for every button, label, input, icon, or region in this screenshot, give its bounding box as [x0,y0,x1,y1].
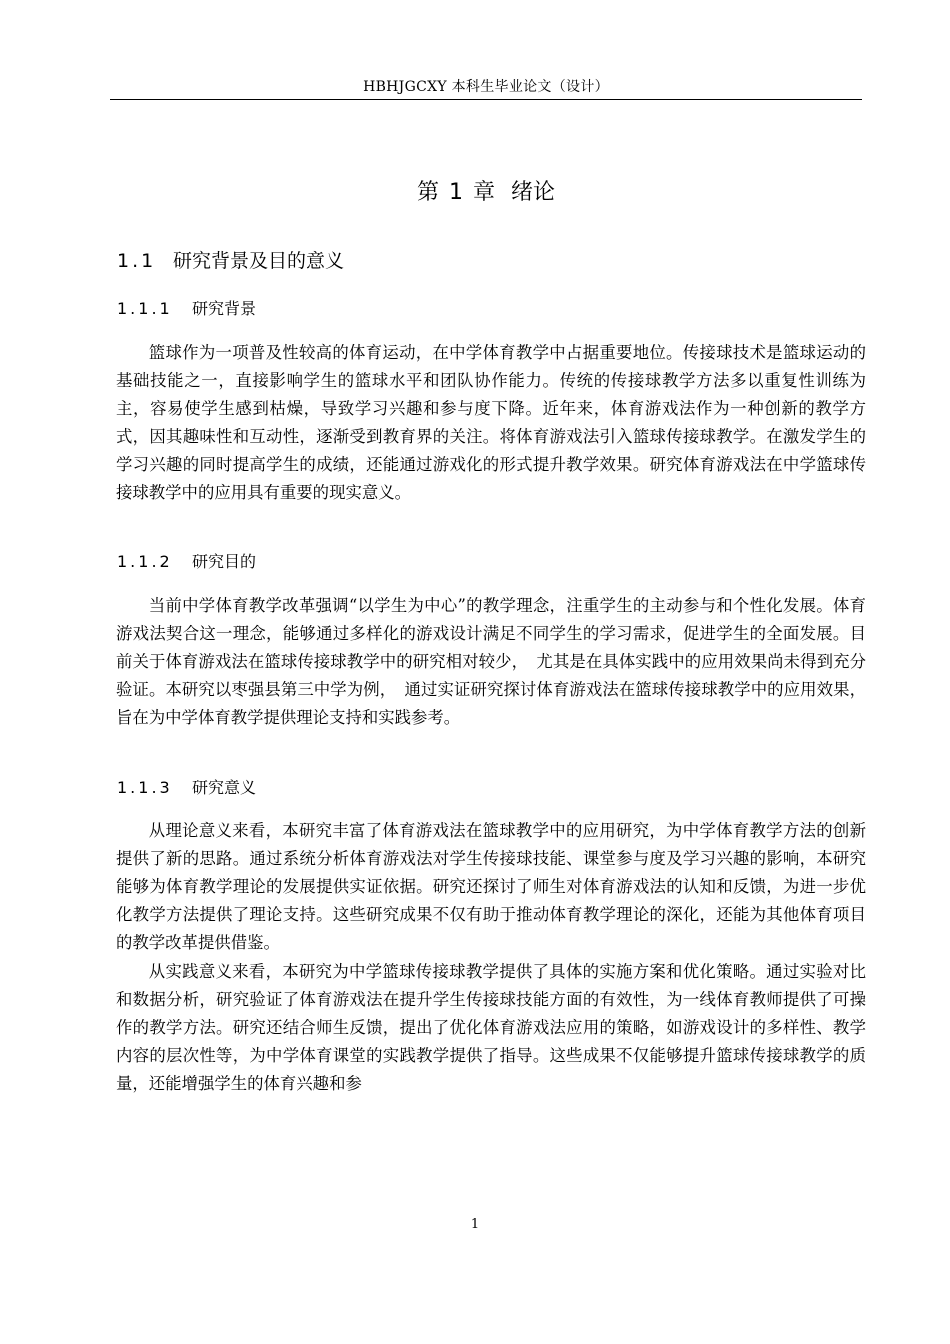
chapter-suffix: 章 [472,180,495,205]
subsection-number: 1.1.2 [117,552,173,571]
subsection-heading-background [117,297,256,321]
chapter-title [110,178,862,208]
subsection-heading-purpose [117,550,256,574]
chapter-name: 绪论 [511,180,556,205]
subsection-title: 研究背景 [192,299,257,318]
subsection-number: 1.1.3 [117,778,173,797]
section-number: 1.1 [117,250,157,272]
subsection-heading-significance [117,776,256,800]
section-heading [117,247,344,275]
header-rule [110,99,862,100]
section-title: 研究背景及目的意义 [173,250,345,272]
paragraph-practical-significance: 从实践意义来看，本研究为中学篮球传接球教学提供了具体的实施方案和优化策略。通过实验对比和数据分析，研究验证了体育游戏法在提升学生传接球技能方面的有效性，为一线体育教师提供了可操作的教学方法。研究还结合师生反馈，提出了优化体育游戏法应用的策略，如游戏设计的多样性、教学内容的层次性等，为中学体育课堂的实践教学提供了指导。这些成果不仅能够提升篮球传接球教学的质量，还能增强学生的体育兴趣和参 [116,962,866,1094]
paragraph-purpose: 当前中学体育教学改革强调“以学生为中心”的教学理念，注重学生的主动参与和个性化发展。体育游戏法契合这一理念，能够通过多样化的游戏设计满足不同学生的学习需求，促进学生的全面发展。目前关于体育游戏法在篮球传接球教学中的研究相对较少， 尤其是在具体实践中的应用效果尚未得到充分验证。本研究以枣强县第三中学为例， 通过实证研究探讨体育游戏法在篮球传接球教学中的应用效果，旨在为中学体育教学提供理论支持和实践参考。 [116,596,866,728]
subsection-title: 研究意义 [192,778,257,797]
paragraph-background: 篮球作为一项普及性较高的体育运动，在中学体育教学中占据重要地位。传接球技术是篮球运动的基础技能之一，直接影响学生的篮球水平和团队协作能力。传统的传接球教学方法多以重复性训练为主，容易使学生感到枯燥，导致学习兴趣和参与度下降。近年来，体育游戏法作为一种创新的教学方式，因其趣味性和互动性，逐渐受到教育界的关注。将体育游戏法引入篮球传接球教学。在激发学生的学习兴趣的同时提高学生的成绩，还能通过游戏化的形式提升教学效果。研究体育游戏法在中学篮球传接球教学中的应用具有重要的现实意义。 [116,343,866,503]
subsection-number: 1.1.1 [117,299,173,318]
chapter-prefix: 第 [416,180,439,205]
page-number: 1 [470,1217,480,1232]
running-header: HBHJGCXY 本科生毕业论文（设计） [363,79,609,95]
chapter-number: 1 [448,180,463,205]
subsection-title: 研究目的 [192,552,257,571]
paragraph-theoretical-significance: 从理论意义来看，本研究丰富了体育游戏法在篮球教学中的应用研究，为中学体育教学方法的创新提供了新的思路。通过系统分析体育游戏法对学生传接球技能、课堂参与度及学习兴趣的影响，本研究能够为体育教学理论的发展提供实证依据。研究还探讨了师生对体育游戏法的认知和反馈，为进一步优化教学方法提供了理论支持。这些研究成果不仅有助于推动体育教学理论的深化，还能为其他体育项目的教学改革提供借鉴。 [116,821,866,953]
